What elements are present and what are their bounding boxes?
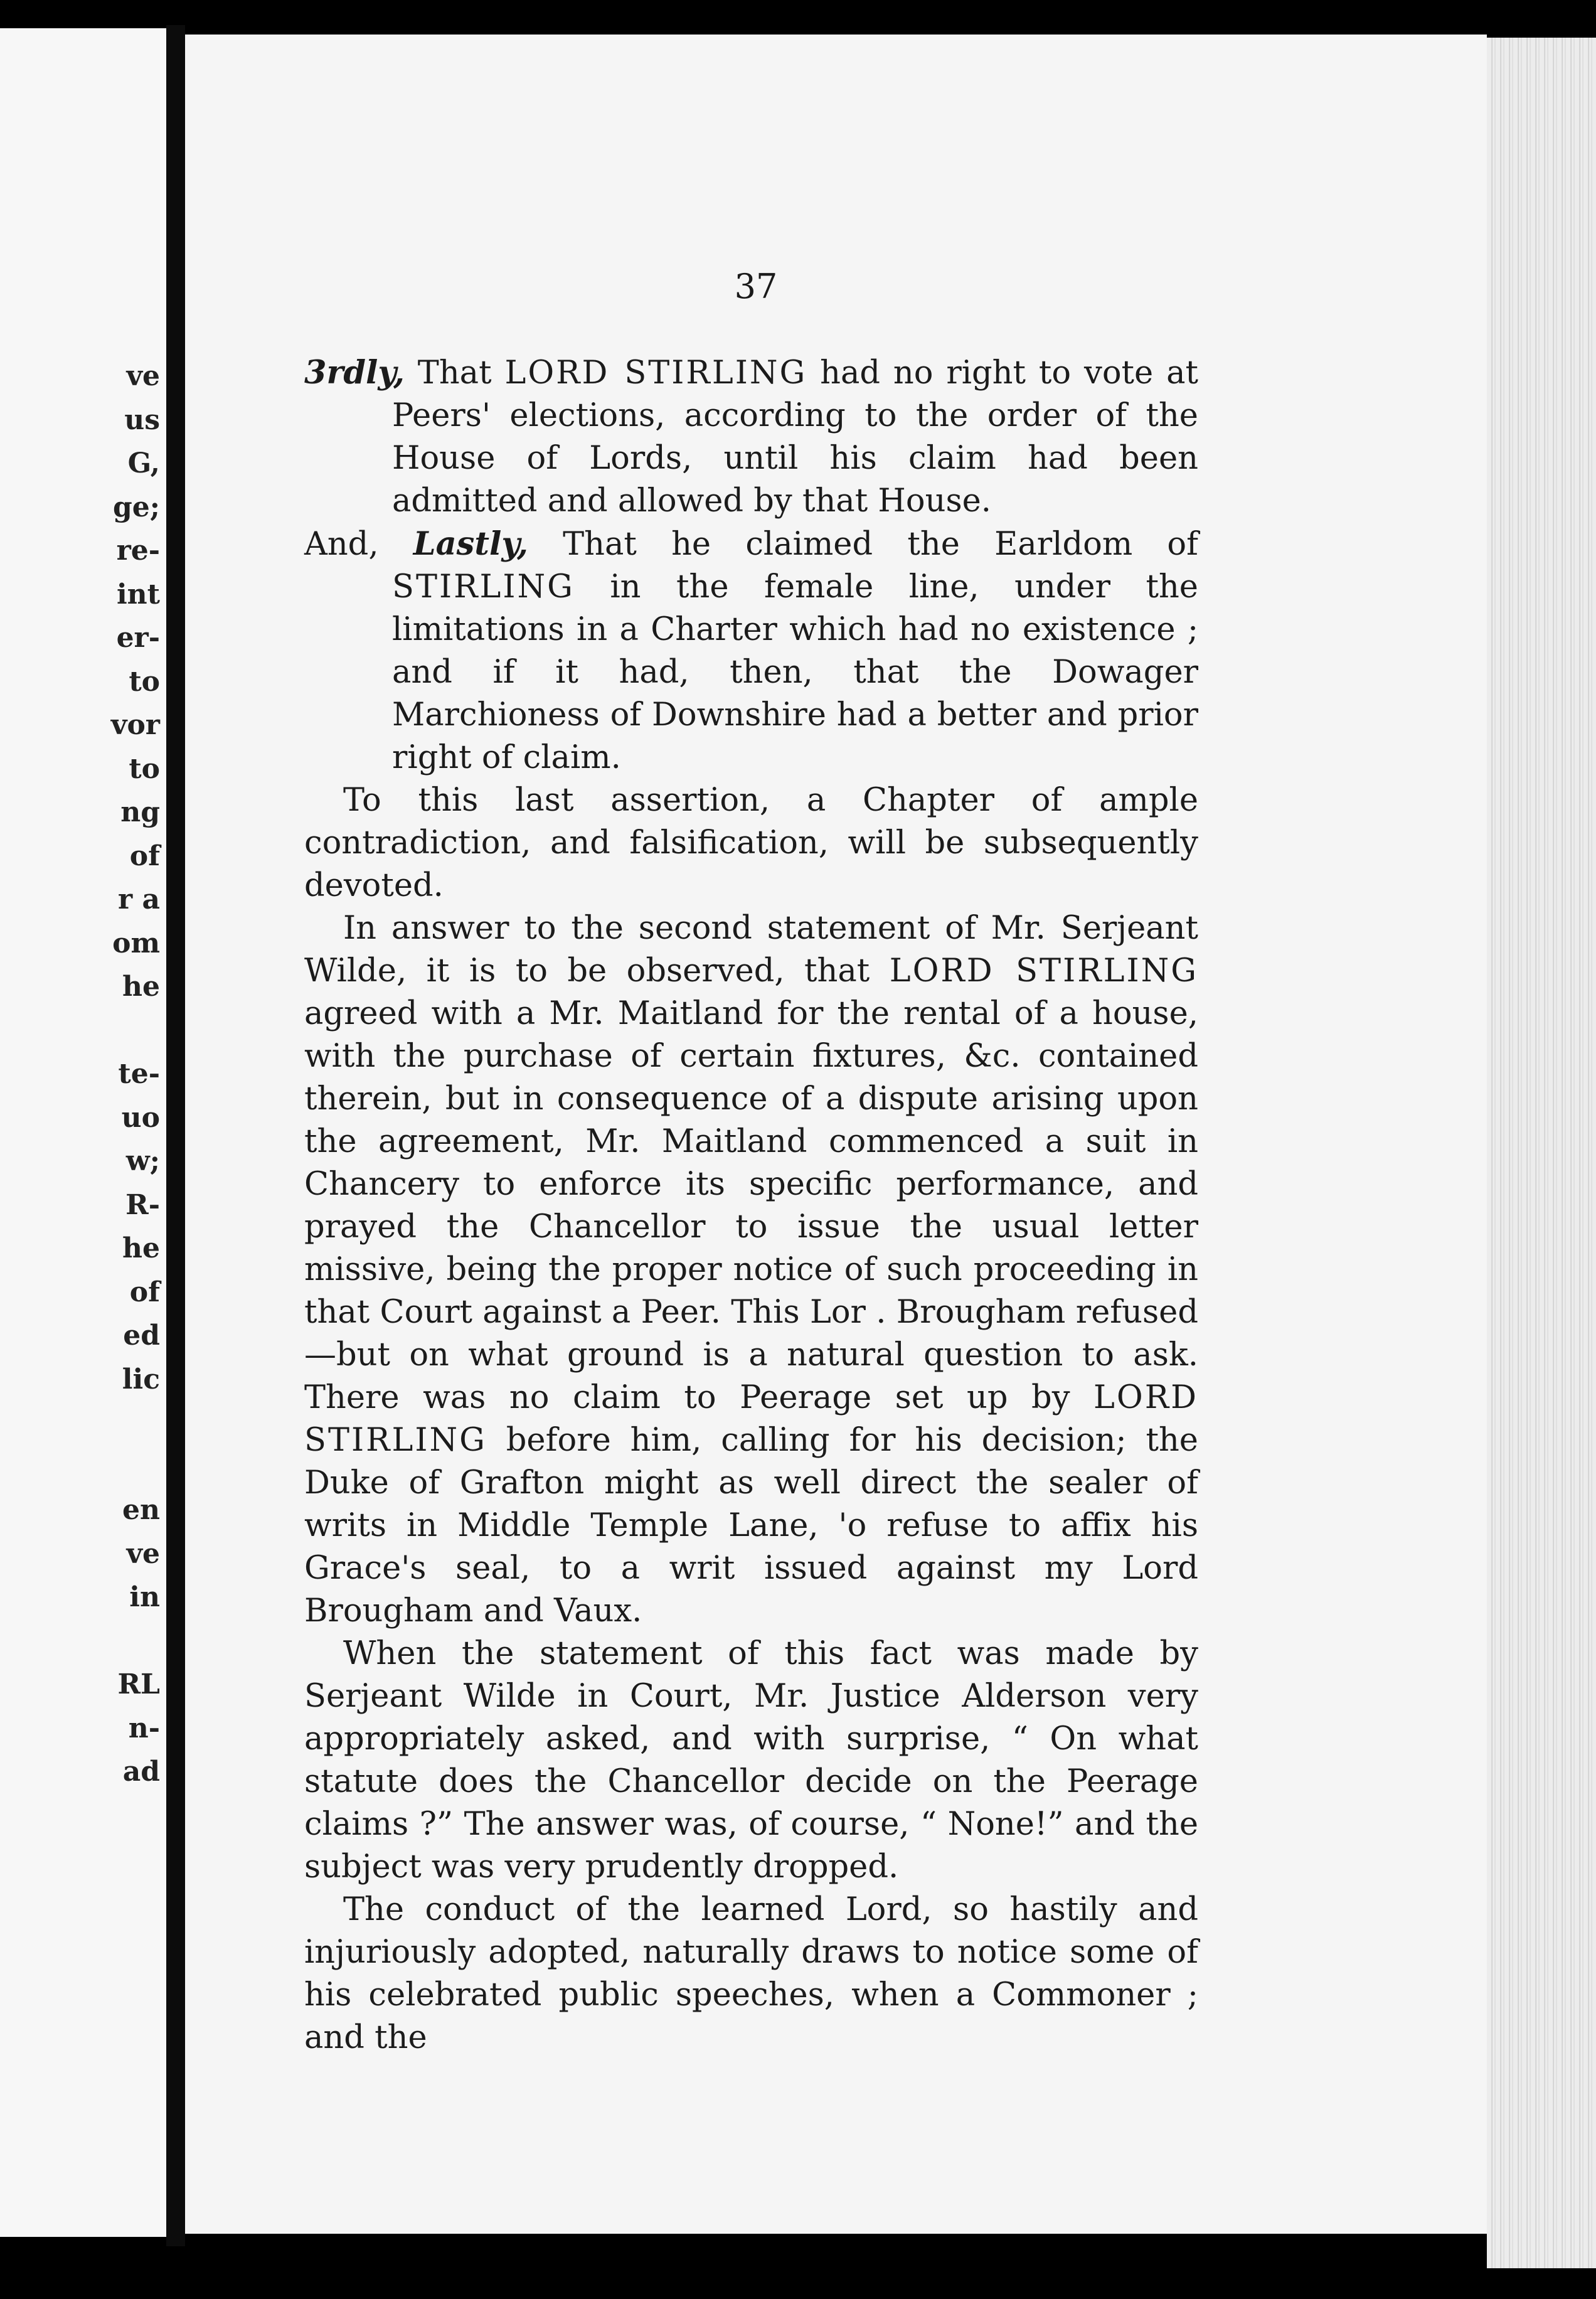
name-smallcaps: LORD STIRLING: [504, 355, 807, 392]
facing-page-fragment: en: [122, 1494, 160, 1526]
facing-page-fragment: om: [112, 927, 160, 959]
facing-page-fragment: uo: [121, 1101, 160, 1134]
facing-page-fragment: ad: [122, 1756, 160, 1788]
body-text: [304, 351, 1198, 2059]
page-number: 37: [734, 267, 778, 306]
paragraph-lastly: [304, 523, 1198, 779]
paragraph-alderson: When the statement of this fact was made by Serjeant Wilde in Court, Mr. Justice Alderson very appropriately asked, and with surprise, “ On what statute does the Chancellor decide on the Peerage claims ?” The answer was, of course, “ None!” and the subject was very prudently dropped.: [304, 1635, 1198, 1886]
text-run: before him, calling for his decision; the Duke of Grafton might as well direct the sealer of writs in Middle Temple Lane, 'o refuse to affix his Grace's seal, to a writ issued against my Lord Brougham and Vaux.: [304, 1422, 1198, 1630]
paragraph-chapter-note: To this last assertion, a Chapter of ample contradiction, and falsification, will be subsequently devoted.: [304, 782, 1198, 904]
facing-page-fragment: te-: [118, 1058, 160, 1090]
facing-page-fragment: [0, 1619, 160, 1663]
facing-page-fragment: ve: [126, 1537, 160, 1570]
facing-page-fragment: [0, 1401, 160, 1445]
name-smallcaps: STIRLING: [392, 568, 575, 605]
paragraph-conduct: The conduct of the learned Lord, so hastily and injuriously adopted, naturally draws to notice some of his celebrated public speeches, when a Commoner ; and the: [304, 1891, 1198, 2056]
text-run: That he claimed the Earldom of: [528, 526, 1198, 563]
facing-page-fragment: re-: [116, 535, 160, 567]
facing-page-fragment: R-: [125, 1188, 160, 1221]
facing-page-fragment: ng: [120, 796, 160, 828]
facing-page-fragment: ve: [126, 360, 160, 392]
facing-page-fragment: to: [129, 665, 160, 698]
facing-page-fragment: int: [116, 578, 160, 611]
facing-page-fragment: ed: [123, 1320, 160, 1352]
facing-page-fragment: n-: [128, 1712, 160, 1744]
text-run: That: [404, 355, 505, 392]
facing-page-fragment: [0, 1009, 160, 1053]
page-edges: [1487, 38, 1596, 2268]
name-smallcaps: LORD STIRLING: [889, 952, 1198, 989]
facing-page-fragment: [0, 1445, 160, 1489]
text-run: And,: [304, 526, 413, 563]
facing-page-fragment: of: [129, 1276, 160, 1308]
name-smallcaps: LORD STIRLING: [304, 1379, 1198, 1459]
book-spine: [166, 25, 185, 2246]
facing-page-fragment: ge;: [112, 491, 160, 523]
text-run: in the female line, under the limitations in a Charter which had no existence ; and if it had, then, that the Dowager Marchioness of Downshire had a better and prior right of claim.: [392, 568, 1198, 776]
facing-page-fragment: of: [129, 840, 160, 872]
facing-page-fragment: G,: [127, 447, 160, 479]
ordinal-lead: 3rdly,: [304, 354, 405, 392]
facing-page: [0, 28, 166, 2237]
facing-page-fragment: us: [124, 403, 160, 436]
facing-page-text-fragments: [0, 355, 160, 1794]
text-run: agreed with a Mr. Maitland for the rental of a house, with the purchase of certain fixtures, &c. contained therein, but in consequence of a dispute arising upon the agreement, Mr. Maitland commenced a suit in Chancery to enforce its specific performance, and prayed the Chancellor to issue the usual letter missive, being the proper notice of such proceeding in that Court against a Peer. This Lor . Brougham refused—but on what ground is a natural question to ask. There was no claim to Peerage set up by: [304, 995, 1198, 1416]
facing-page-fragment: vor: [110, 709, 160, 741]
facing-page-fragment: er-: [116, 622, 160, 654]
facing-page-fragment: to: [129, 752, 160, 785]
facing-page-fragment: he: [122, 1232, 160, 1264]
facing-page-fragment: he: [122, 971, 160, 1003]
text-run: In answer to the second statement of Mr. Serjeant Wilde, it is to be observed, that: [304, 910, 1198, 989]
facing-page-fragment: r a: [117, 883, 160, 915]
facing-page-fragment: lic: [122, 1363, 160, 1395]
paragraph-maitland: [304, 907, 1198, 1633]
paragraph-3rdly: [304, 351, 1198, 523]
ordinal-lead: Lastly,: [413, 525, 528, 563]
text-run: had no right to vote at Peers' elections, according to the order of the House of Lords, until his claim had been admitted and allowed by that House.: [392, 355, 1199, 520]
facing-page-fragment: in: [129, 1581, 160, 1613]
facing-page-fragment: w;: [125, 1145, 160, 1177]
facing-page-fragment: RL: [117, 1668, 160, 1700]
